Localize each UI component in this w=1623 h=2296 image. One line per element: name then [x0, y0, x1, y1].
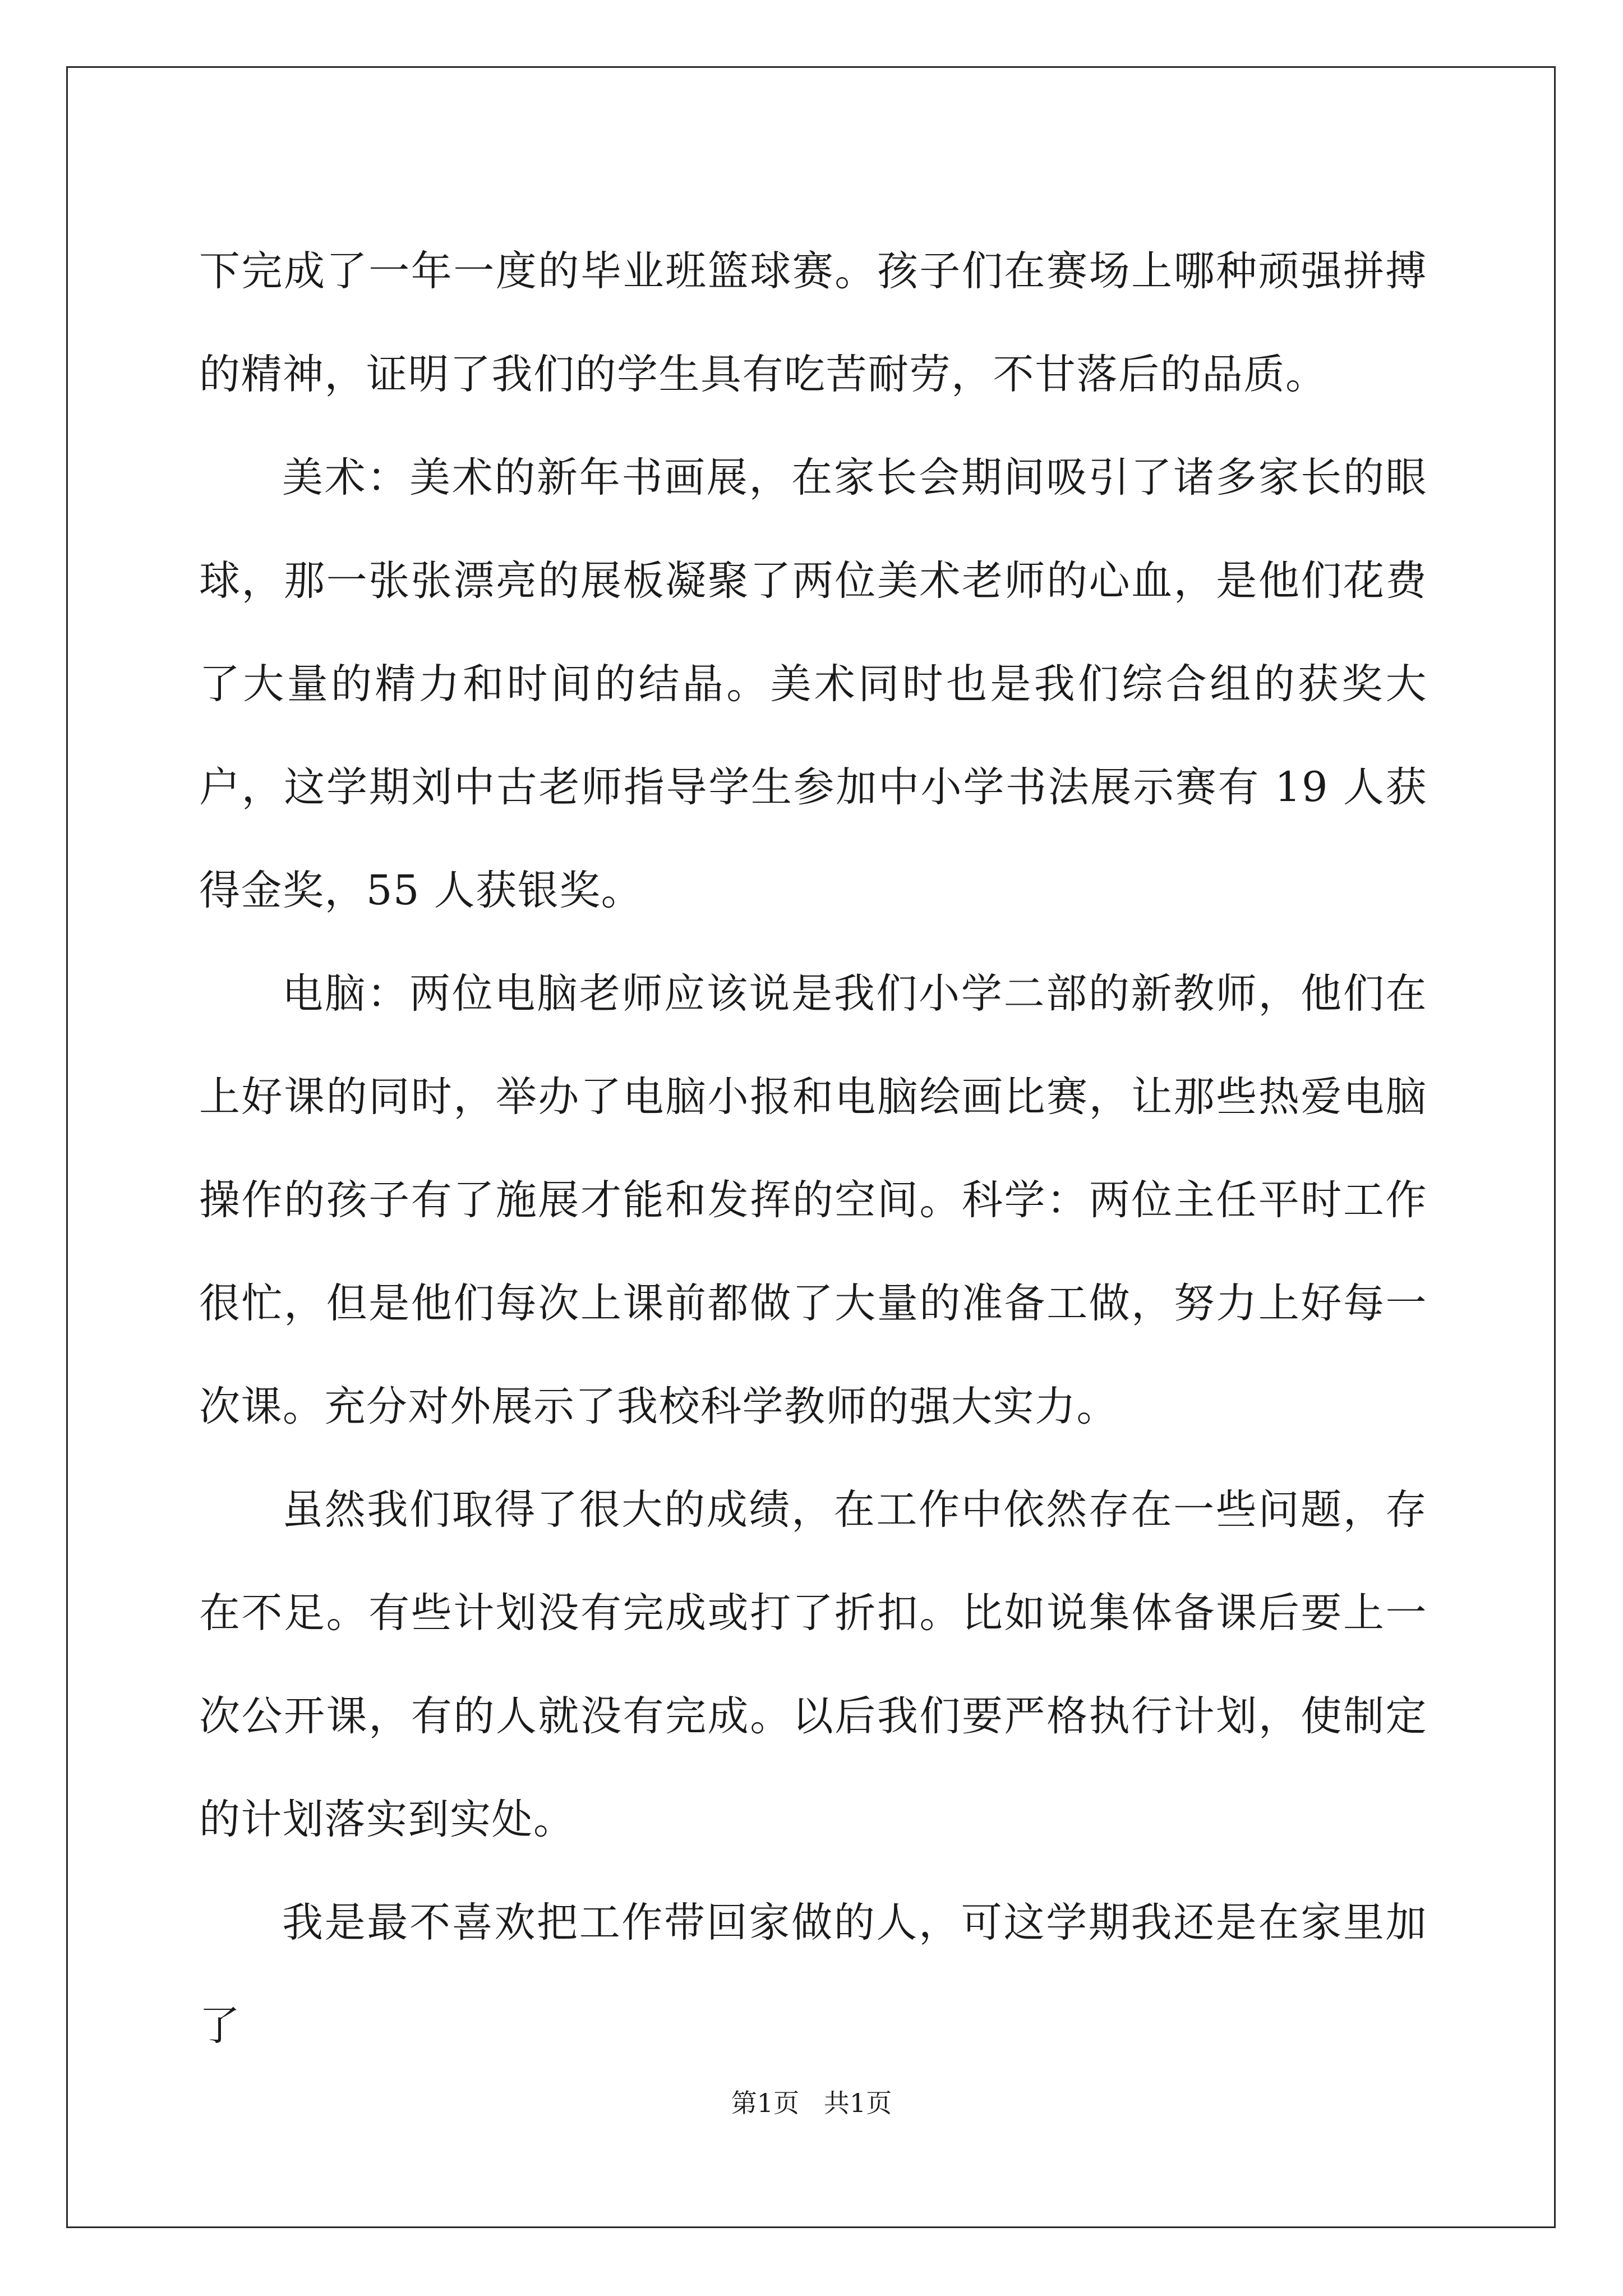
paragraph-closing: 我是最不喜欢把工作带回家做的人，可这学期我还是在家里加了: [199, 1899, 1427, 2050]
paragraph-art: 美术：美术的新年书画展，在家长会期间吸引了诸多家长的眼球，那一张张漂亮的展板凝聚了两位美术老师的心血，是他们花费了大量的精力和时间的结晶。美术同时也是我们综合组的获奖大户，这学期刘中古老师指导学生参加中小学书法展示赛有 19 人获得金奖，55 人获银奖。: [199, 454, 1427, 914]
paragraph-continuation: 下完成了一年一度的毕业班篮球赛。孩子们在赛场上哪种顽强拼搏的精神，证明了我们的学生具有吃苦耐劳，不甘落后的品质。: [199, 247, 1427, 398]
document-body: [199, 220, 1427, 2078]
page-number-footer: 第1页 共1页: [731, 2088, 892, 2118]
paragraph-problems: 虽然我们取得了很大的成绩，在工作中依然存在一些问题，存在不足。有些计划没有完成或打了折扣。比如说集体备课后要上一次公开课，有的人就没有完成。以后我们要严格执行计划，使制定的计划落实到实处。: [199, 1486, 1427, 1843]
paragraph-computer-science: 电脑：两位电脑老师应该说是我们小学二部的新教师，他们在上好课的同时，举办了电脑小报和电脑绘画比赛，让那些热爱电脑操作的孩子有了施展才能和发挥的空间。科学：两位主任平时工作很忙，但是他们每次上课前都做了大量的准备工做，努力上好每一次课。充分对外展示了我校科学教师的强大实力。: [199, 970, 1427, 1430]
